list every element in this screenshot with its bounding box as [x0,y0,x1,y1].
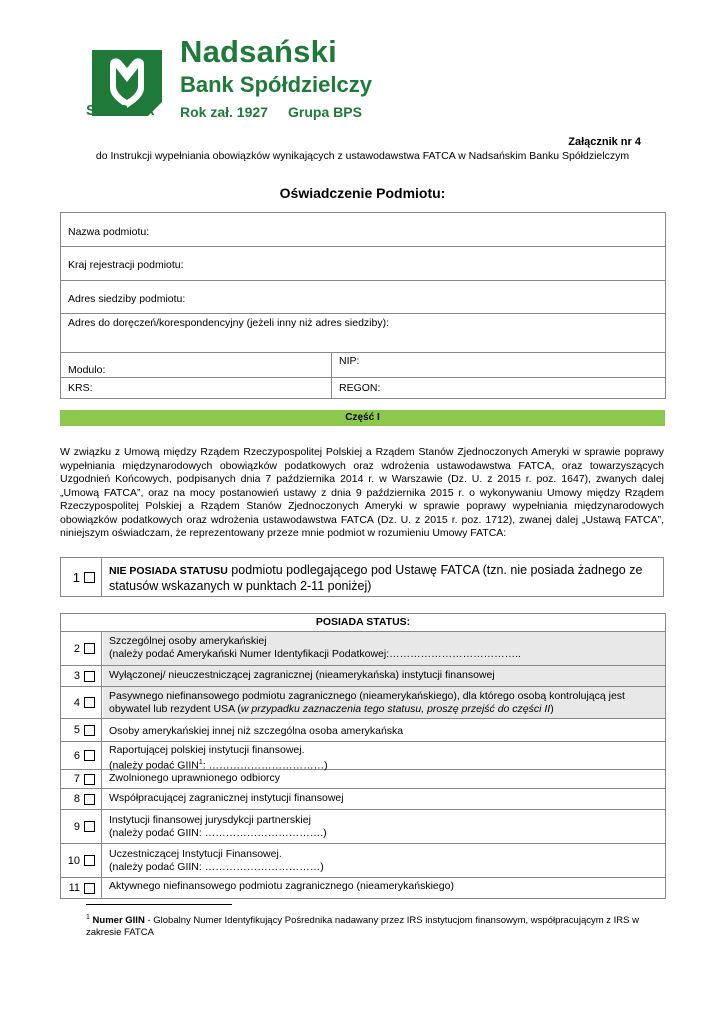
status-row [61,632,665,666]
has-status-table [60,613,666,899]
status-row [61,878,665,899]
status-line1: Wyłączonej/ nieuczestniczącej zagranicznej (nieamerykańska) instytucji finansowej [109,669,495,681]
status-checkbox-7[interactable] [84,774,95,785]
status-row [61,687,665,719]
footnote-term: Numer GIIN [92,915,145,927]
status-line2: (należy podać GIIN: ……………………………) [109,860,324,873]
brand-short: SANBank [86,102,155,119]
part1-paragraph: W związku z Umową między Rządem Rzeczypospolitej Polskiej a Rządem Stanów Zjednoczonych Ameryki w sprawie poprawy wypełniania międzynarodowych obowiązków podatkowych oraz wdrożenia ustawodawstwa FATCA, oraz towarzyszących Uzgodnień Końcowych, podpisanych dnia 7 października 2014 r. w Warszawie (Dz. U. z 2015 r. poz. 1647), zwanych dalej „Umową FATCA”, oraz na mocy postanowień ustawy z dnia 9 października 2015 r. o wykonywaniu Umowy między Rządem Rzeczypospolitej Polskiej a Rządem Stanów Zjednoczonych Ameryki w sprawie poprawy wypełniania międzynarodowych obowiązków podatkowych oraz wdrożenia ustawodawstwa FATCA (Dz. U. z 2015 r. poz. 1712), zwanej dalej „Ustawą FATCA”, niniejszym oświadczam, że reprezentowany przeze mnie podmiot w rozumieniu Umowy FATCA: [60,446,664,539]
status-line1: Współpracującej zagranicznej instytucji finansowej [109,792,344,804]
entity-name-label: Nazwa podmiotu: [68,226,150,238]
status-checkbox-9[interactable] [84,821,95,832]
no-status-checkbox[interactable] [84,572,95,583]
status-line1: Raportującej polskiej instytucji finansowej. [109,744,305,756]
status-line1: Zwolnionego uprawnionego odbiorcy [109,772,281,784]
status-number: 2 [73,642,80,655]
status-number: 11 [68,882,80,894]
correspondence-address-field[interactable] [61,314,665,353]
footnote [86,912,646,939]
status-number: 10 [67,854,80,867]
status-number: 3 [73,670,80,682]
brand-group: Grupa BPS [288,104,362,120]
option-number [61,558,102,596]
attachment-number: Załącznik nr 4 [568,136,641,148]
modulo-field[interactable] [61,353,332,377]
seat-address-field[interactable] [61,281,665,314]
status-line2: (należy podać GIIN: …………………………….) [109,826,327,839]
status-number: 9 [73,820,80,833]
status-number: 5 [73,724,80,736]
status-row [61,844,665,878]
country-field[interactable] [61,247,665,281]
status-checkbox-2[interactable] [84,643,95,654]
status-checkbox-8[interactable] [84,794,95,805]
nip-field[interactable] [332,353,665,377]
status-line1: Aktywnego niefinansowego podmiotu zagranicznego (nieamerykańskiego) [109,880,454,892]
correspondence-address-label: Adres do doręczeń/korespondencyjny (jeżeli inny niż adres siedziby): [68,317,389,329]
status-line2a: (należy podać GIIN [109,759,199,771]
status-checkbox-3[interactable] [84,671,95,682]
status-number: 6 [73,749,80,762]
status-line2: : ……………………………) [202,759,328,771]
footnote-number: 1 [86,914,90,921]
status-checkbox-4[interactable] [84,697,95,708]
status-row [61,742,665,770]
status-row [61,666,665,687]
status-line2: (należy podać Amerykański Numer Identyfikacji Podatkowej:……………………………….. [109,647,521,660]
krs-regon-row [61,378,665,398]
no-status-rest: podmiotu podlegającego pod Ustawę FATCA (tzn. nie posiada żadnego ze statusów wskazanych w punktach 2-11 poniżej) [109,563,643,593]
has-status-heading: POSIADA STATUS: [61,614,665,632]
status-row [61,789,665,810]
brand-founded: Rok zał. 1927 [180,104,268,120]
status-line1: Instytucji finansowej jurysdykcji partnerskiej [109,814,311,826]
attachment-description: do Instrukcji wypełniania obowiązków wynikających z ustawodawstwa FATCA w Nadsańskim Banku Spółdzielczym [95,150,630,162]
footnote-text: - Globalny Numer Identyfikujący Pośrednika nadawany przez IRS instytucjom finansowym, współpracującym z IRS w zakresie FATCA [86,915,640,939]
no-status-bold: NIE POSIADA STATUSU [109,565,228,577]
part1-heading: Część I [60,410,665,426]
entity-form [60,212,666,399]
status-row [61,770,665,789]
footnote-ref: 1 [198,758,203,766]
status-italic-note: w przypadku zaznaczenia tego statusu, proszę przejść do części II [240,702,551,715]
regon-label: REGON: [339,382,381,394]
status-line1: Osoby amerykańskiej innej niż szczególna osoba amerykańska [109,725,404,737]
regon-field[interactable] [332,378,665,398]
status-number: 4 [73,696,80,709]
status-checkbox-10[interactable] [84,855,95,866]
status-checkbox-5[interactable] [84,725,95,736]
status-number: 8 [73,793,80,805]
status-row [61,719,665,742]
brand-name-line1: Nadsański [180,34,337,69]
option-number-text: 1 [72,569,80,585]
status-row [61,810,665,844]
status-line1: Pasywnego niefinansowego podmiotu zagranicznego (nieamerykańskiego), dla którego osobą kontrolującą jest obywatel lub rezydent USA ( [109,690,625,715]
status-number: 7 [73,773,80,785]
status-line1: Uczestniczącej Instytucji Finansowej. [109,848,282,860]
country-label: Kraj rejestracji podmiotu: [68,259,184,271]
no-status-option [60,557,664,597]
brand-name-line2: Bank Spółdzielczy [180,72,372,97]
modulo-label: Modulo: [68,364,106,376]
modulo-nip-row [61,353,665,378]
page-title: Oświadczenie Podmiotu: [279,185,446,201]
status-line2: ) [550,702,554,715]
no-status-text [109,563,655,594]
footnote-divider [86,904,232,905]
seat-address-label: Adres siedziby podmiotu: [68,293,186,305]
krs-field[interactable] [61,378,332,398]
entity-name-field[interactable] [61,213,665,247]
status-checkbox-6[interactable] [84,750,95,761]
status-line1: Szczególnej osoby amerykańskiej [109,635,267,647]
krs-label: KRS: [68,382,93,394]
status-checkbox-11[interactable] [84,883,95,894]
nip-label: NIP: [339,355,360,367]
